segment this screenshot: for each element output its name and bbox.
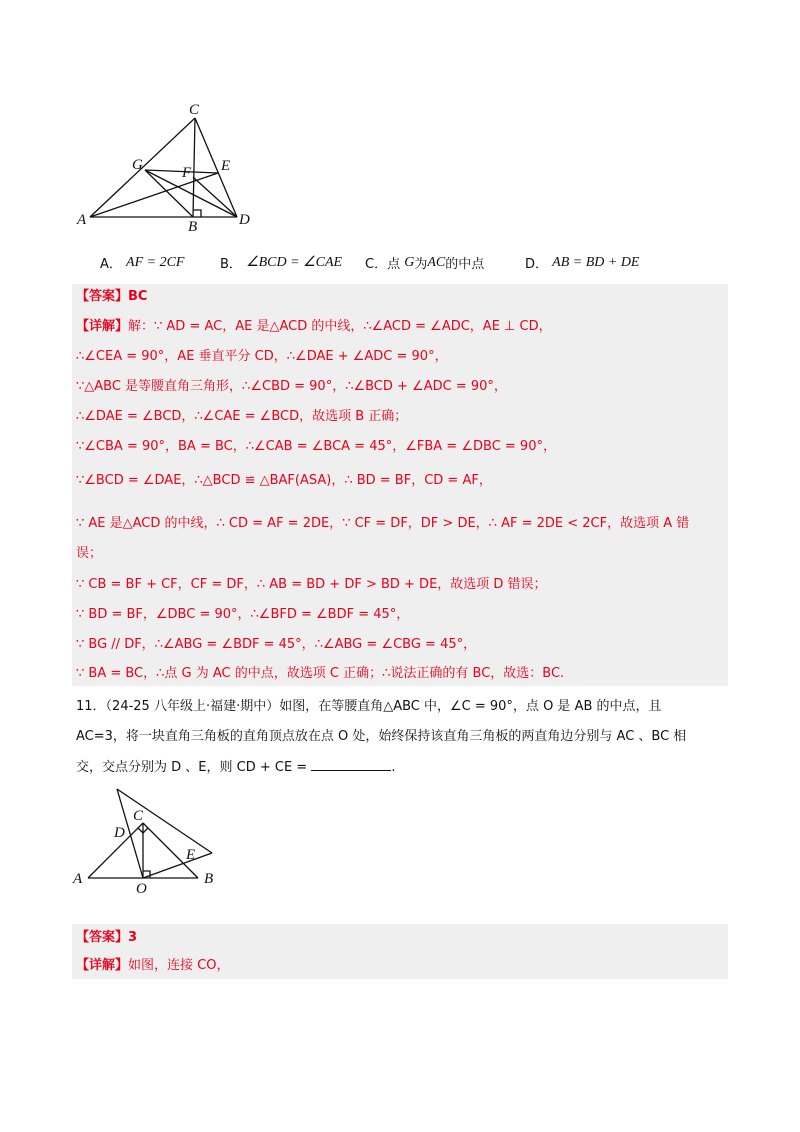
label-B: B — [188, 219, 198, 235]
label-D: D — [239, 212, 250, 228]
detail-2-line: 【详解】如图，连接 CO， — [76, 958, 230, 973]
option-b: B． ∠BCD = ∠CAE — [220, 255, 343, 272]
detail-line-8: 误； — [76, 546, 103, 561]
label-D: D — [114, 825, 125, 841]
figure-triangle-abc-o — [70, 783, 225, 895]
detail-line-12: ∵ BA = BC，∴点 G 为 AC 的中点，故选项 C 正确；∴说法正确的有 BC，故选：BC. — [76, 666, 565, 681]
label-G: G — [132, 157, 143, 173]
detail-line-4: ∴∠DAE = ∠BCD，∴∠CAE = ∠BCD，故选项 B 正确； — [76, 409, 408, 424]
label-C: C — [189, 102, 200, 118]
question-11-line-2: AC=3，将一块直角三角板的直角顶点放在点 O 处，始终保持该直角三角板的两直角边分别与 AC 、BC 相 — [76, 729, 687, 744]
detail-line-9: ∵ CB = BF + CF，CF = DF，∴ AB = BD + DF > BD + DE，故选项 D 错误； — [76, 577, 547, 592]
detail-line-5: ∵∠CBA = 90°，BA = BC，∴∠CAB = ∠BCA = 45°，∠FBA = ∠DBC = 90°， — [76, 439, 556, 454]
label-B: B — [204, 871, 214, 887]
label-F: F — [182, 165, 192, 181]
detail-line-1: 【详解】解：∵ AD = AC，AE 是△ACD 的中线，∴∠ACD = ∠ADC，AE ⊥ CD， — [76, 319, 552, 334]
answer-line-2: 【答案】3 — [76, 930, 138, 945]
answer-options — [100, 253, 700, 272]
label-C: C — [133, 808, 144, 824]
label-O: O — [136, 881, 147, 895]
detail-line-10: ∵ BD = BF，∠DBC = 90°，∴∠BFD = ∠BDF = 45°， — [76, 607, 410, 622]
label-A: A — [73, 871, 83, 887]
option-c: C．点 G 为 AC 的中点 — [365, 254, 485, 272]
figure-triangle-abcd — [75, 100, 275, 235]
option-d: D． AB = BD + DE — [525, 254, 640, 272]
answer-line-1: 【答案】BC — [76, 289, 148, 304]
label-E: E — [186, 847, 196, 863]
detail-line-6: ∵∠BCD = ∠DAE，∴△BCD ≌ △BAF(ASA)，∴ BD = BF，CD = AF， — [76, 473, 492, 488]
label-E: E — [221, 158, 231, 174]
detail-line-11: ∵ BG // DF，∴∠ABG = ∠BDF = 45°，∴∠ABG = ∠CBG = 45°， — [76, 637, 477, 652]
detail-line-2: ∴∠CEA = 90°，AE 垂直平分 CD，∴∠DAE + ∠ADC = 90°， — [76, 349, 448, 364]
detail-line-7: ∵ AE 是△ACD 的中线，∴ CD = AF = 2DE，∵ CF = DF，DF > DE，∴ AF = 2DE < 2CF，故选项 A 错 — [76, 516, 690, 531]
question-11-line-1: 11．（24-25 八年级上·福建·期中）如图，在等腰直角△ABC 中，∠C = 90°，点 O 是 AB 的中点，且 — [76, 699, 662, 714]
answer-blank[interactable] — [311, 758, 391, 771]
question-11-line-3: 交，交点分别为 D 、E，则 CD + CE = . — [76, 760, 396, 775]
option-a: A． AF = 2CF — [100, 254, 185, 272]
label-A: A — [77, 212, 87, 228]
detail-line-3: ∵△ABC 是等腰直角三角形，∴∠CBD = 90°，∴∠BCD + ∠ADC = 90°， — [76, 379, 507, 394]
